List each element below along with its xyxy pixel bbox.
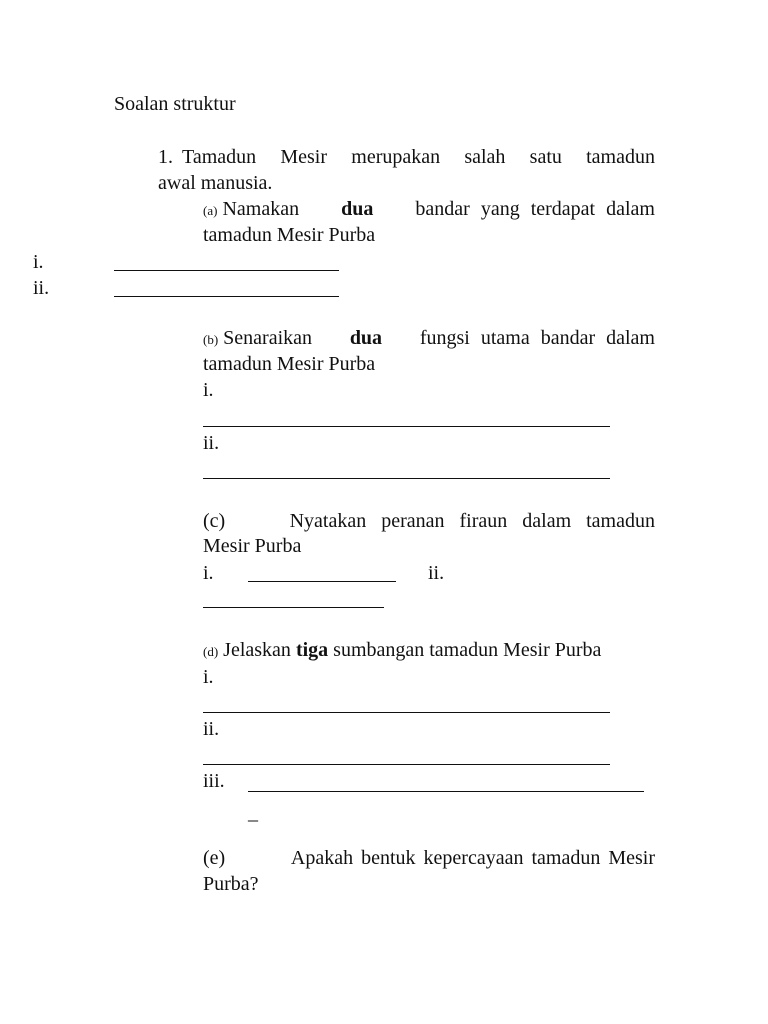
part-d-answer3-field[interactable] (248, 791, 644, 792)
part-b-verb: Senaraikan (223, 327, 313, 349)
part-e-letter: (e) (203, 847, 226, 869)
part-a-line1 (203, 199, 655, 219)
part-d-line1 (203, 640, 601, 660)
part-a-rest: bandar yang terdapat dalam (415, 198, 655, 220)
question-stem-line2: awal manusia. (158, 172, 273, 194)
part-a-item1-label: i. (33, 251, 44, 273)
part-c-text: Nyatakan peranan firaun dalam tamadun (289, 510, 655, 532)
part-b-answer1-field[interactable] (203, 426, 610, 427)
part-b-line1 (203, 328, 655, 348)
part-a-answer1-field[interactable] (114, 270, 339, 271)
part-a-line2: tamadun Mesir Purba (203, 224, 376, 246)
part-c-item1-label: i. (203, 562, 214, 584)
question-stem-line1: Tamadun Mesir merupakan salah satu tamadun (182, 146, 655, 168)
part-b-rest: fungsi utama bandar dalam (419, 327, 655, 349)
part-d-overflow-mark: _ (248, 802, 258, 824)
part-e-line2: Purba? (203, 873, 259, 895)
part-d-answer2-field[interactable] (203, 764, 610, 765)
part-c-answer1-field[interactable] (248, 581, 396, 582)
part-d-rest: sumbangan tamadun Mesir Purba (333, 639, 602, 661)
part-b-item1-label: i. (203, 379, 214, 401)
part-c-letter: (c) (203, 510, 226, 532)
part-e-line1 (203, 848, 655, 868)
part-d-answer1-field[interactable] (203, 712, 610, 713)
part-c-line2: Mesir Purba (203, 535, 302, 557)
part-a-bold-word: dua (341, 198, 374, 220)
part-c-answer2-field[interactable] (203, 607, 384, 608)
part-d-item2-label: ii. (203, 718, 220, 740)
part-b-bold-word: dua (349, 327, 383, 349)
part-b-letter: (b) (203, 332, 219, 347)
part-b-line2: tamadun Mesir Purba (203, 353, 376, 375)
part-b-item2-label: ii. (203, 432, 220, 454)
section-heading: Soalan struktur (114, 93, 236, 115)
question-number: 1. (158, 146, 173, 168)
part-c-item2-label: ii. (428, 562, 445, 584)
part-d-item3-label: iii. (203, 770, 225, 792)
part-d-bold-word: tiga (295, 639, 329, 661)
part-d-verb: Jelaskan (223, 639, 291, 661)
part-c-line1 (203, 511, 655, 531)
part-d-letter: (d) (203, 644, 219, 659)
part-a-item2-label: ii. (33, 277, 50, 299)
part-a-verb: Namakan (222, 198, 300, 220)
part-a-letter: (a) (203, 203, 218, 218)
part-a-answer2-field[interactable] (114, 296, 339, 297)
part-d-item1-label: i. (203, 666, 214, 688)
part-b-answer2-field[interactable] (203, 478, 610, 479)
part-e-text: Apakah bentuk kepercayaan tamadun Mesir (290, 847, 655, 869)
